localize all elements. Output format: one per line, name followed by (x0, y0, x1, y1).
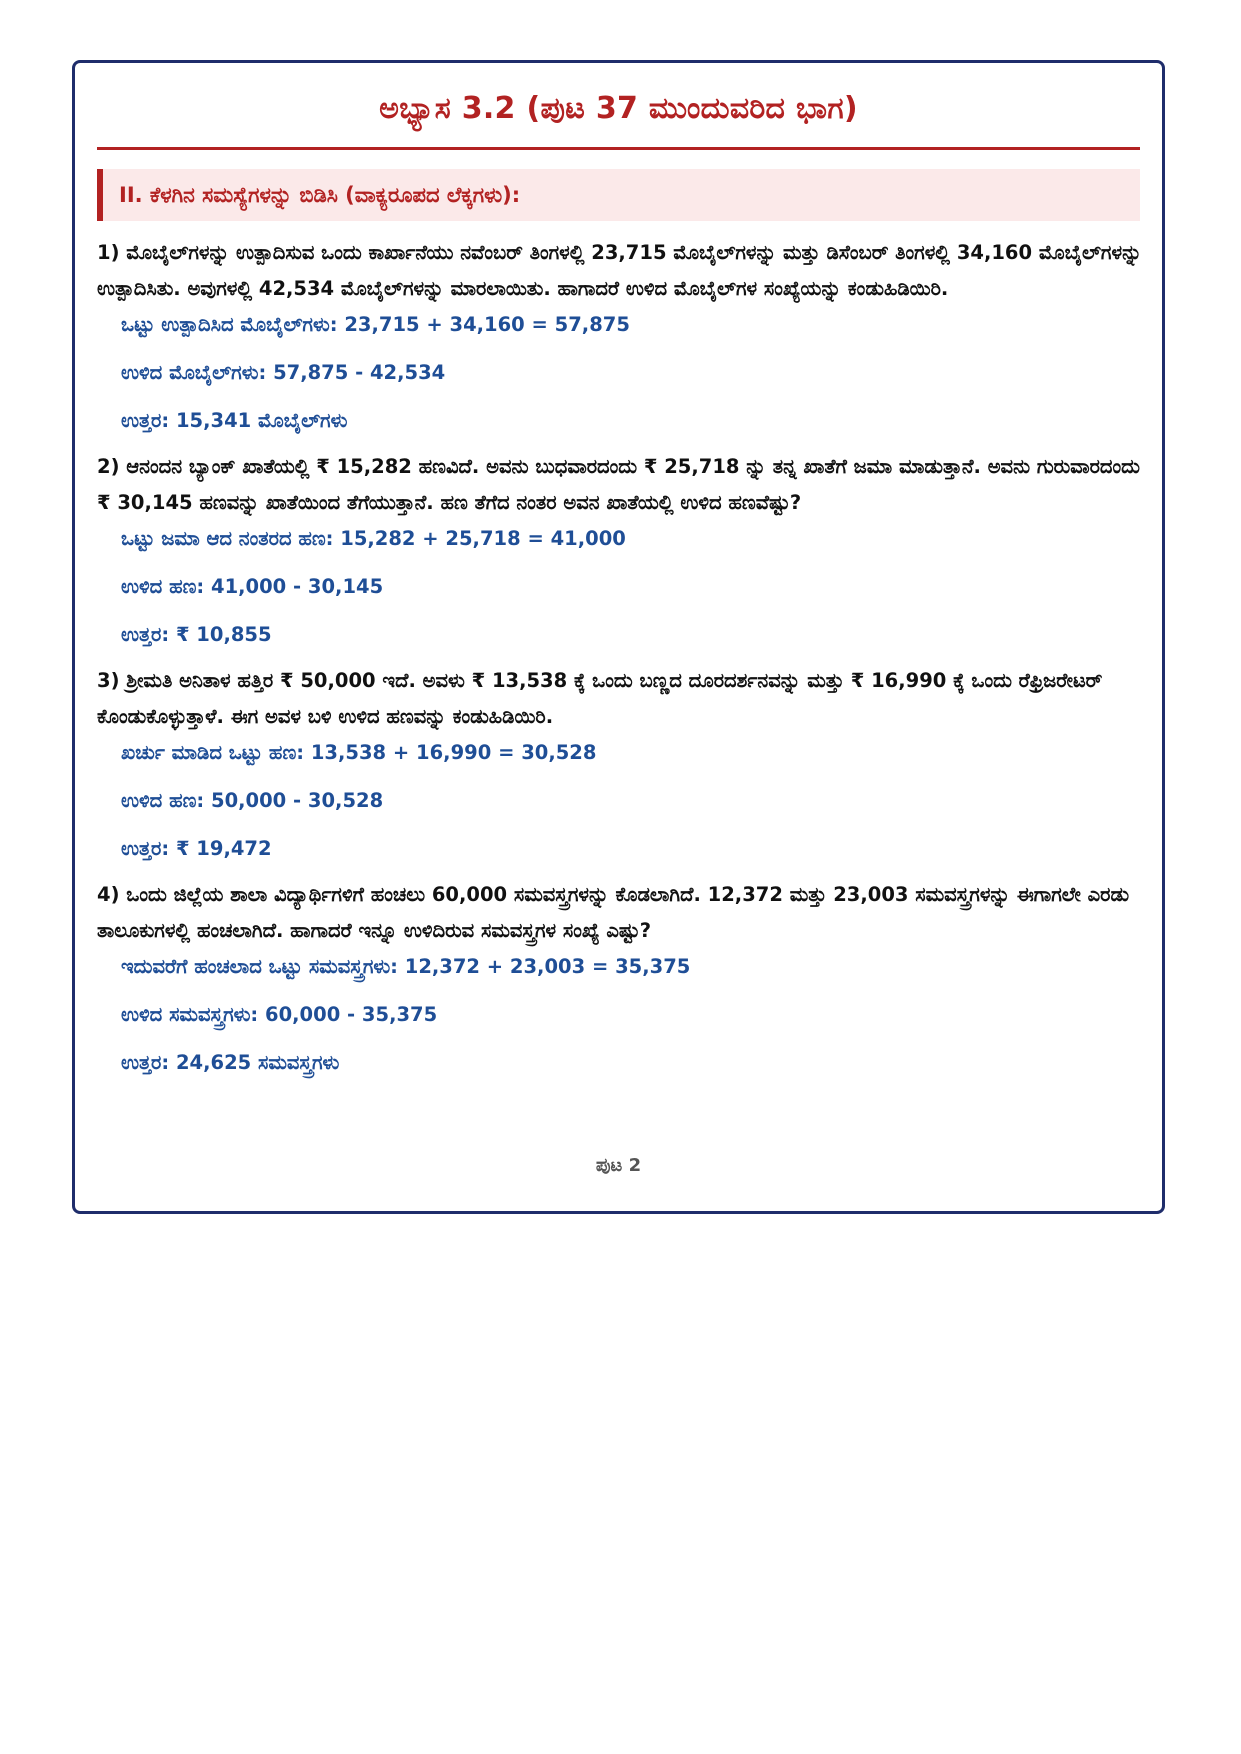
answer-step: ಒಟ್ಟು ಉತ್ಪಾದಿಸಿದ ಮೊಬೈಲ್‌ಗಳು: 23,715 + 34,160 = 57,875 (121, 313, 630, 336)
answer-step: ಉಳಿದ ಹಣ: 50,000 - 30,528 (121, 789, 384, 812)
page-title: ಅಭ್ಯಾಸ 3.2 (ಪುಟ 37 ಮುಂದುವರಿದ ಭಾಗ) (379, 91, 858, 126)
problem-question: 4) ಒಂದು ಜಿಲ್ಲೆಯ ಶಾಲಾ ವಿದ್ಯಾರ್ಥಿಗಳಿಗೆ ಹಂಚಲು 60,000 ಸಮವಸ್ತ್ರಗಳನ್ನು ಕೊಡಲಾಗಿದೆ. 12,372 ಮತ್ತು 23,003 ಸಮವಸ್ತ್ರಗಳನ್ನು ಈಗಾಗಲೇ ಎರಡು ತಾಲೂಕುಗಳಲ್ಲಿ ಹಂಚಲಾಗಿದೆ. ಹಾಗಾದರೆ ಇನ್ನೂ ಉಳಿದಿರುವ ಸಮವಸ್ತ್ರಗಳ ಸಂಖ್ಯೆ ಎಷ್ಟು? (97, 883, 1130, 942)
section-banner (97, 169, 1140, 221)
answer-steps (97, 307, 1148, 439)
problem-4 (97, 877, 1148, 1081)
final-answer: ಉತ್ತರ: ₹ 10,855 (121, 623, 272, 646)
answer-step: ಉಳಿದ ಹಣ: 41,000 - 30,145 (121, 575, 384, 598)
problem-question: 2) ಆನಂದನ ಬ್ಯಾಂಕ್ ಖಾತೆಯಲ್ಲಿ ₹ 15,282 ಹಣವಿದೆ. ಅವನು ಬುಧವಾರದಂದು ₹ 25,718 ನ್ನು ತನ್ನ ಖಾತೆಗೆ ಜಮಾ ಮಾಡುತ್ತಾನೆ. ಅವನು ಗುರುವಾರದಂದು ₹ 30,145 ಹಣವನ್ನು ಖಾತೆಯಿಂದ ತೆಗೆಯುತ್ತಾನೆ. ಹಣ ತೆಗೆದ ನಂತರ ಅವನ ಖಾತೆಯಲ್ಲಿ ಉಳಿದ ಹಣವೆಷ್ಟು? (97, 455, 1140, 514)
answer-step: ಉಳಿದ ಸಮವಸ್ತ್ರಗಳು: 60,000 - 35,375 (121, 1003, 438, 1026)
answer-step: ಖರ್ಚು ಮಾಡಿದ ಒಟ್ಟು ಹಣ: 13,538 + 16,990 = 30,528 (121, 741, 597, 764)
worksheet-frame (72, 60, 1165, 1214)
problem-1 (97, 235, 1148, 439)
problem-list (97, 235, 1148, 1093)
final-answer: ಉತ್ತರ: 24,625 ಸಮವಸ್ತ್ರಗಳು (121, 1051, 340, 1074)
answer-steps (97, 521, 1148, 653)
final-answer: ಉತ್ತರ: ₹ 19,472 (121, 837, 272, 860)
problem-3 (97, 663, 1148, 867)
answer-step: ಒಟ್ಟು ಜಮಾ ಆದ ನಂತರದ ಹಣ: 15,282 + 25,718 = 41,000 (121, 527, 626, 550)
answer-step: ಉಳಿದ ಮೊಬೈಲ್‌ಗಳು: 57,875 - 42,534 (121, 361, 446, 384)
answer-step: ಇದುವರೆಗೆ ಹಂಚಲಾದ ಒಟ್ಟು ಸಮವಸ್ತ್ರಗಳು: 12,372 + 23,003 = 35,375 (121, 955, 691, 978)
section-heading: II. ಕೆಳಗಿನ ಸಮಸ್ಯೆಗಳನ್ನು ಬಿಡಿಸಿ (ವಾಕ್ಯರೂಪದ ಲೆಕ್ಕಗಳು): (119, 182, 521, 207)
page-number: ಪುಟ 2 (595, 1155, 642, 1176)
title-divider (97, 147, 1140, 150)
final-answer: ಉತ್ತರ: 15,341 ಮೊಬೈಲ್‌ಗಳು (121, 409, 348, 432)
answer-steps (97, 949, 1148, 1081)
problem-question: 3) ಶ್ರೀಮತಿ ಅನಿತಾಳ ಹತ್ತಿರ ₹ 50,000 ಇದೆ. ಅವಳು ₹ 13,538 ಕ್ಕೆ ಒಂದು ಬಣ್ಣದ ದೂರದರ್ಶನವನ್ನು ಮತ್ತು ₹ 16,990 ಕ್ಕೆ ಒಂದು ರೆಫ್ರಿಜರೇಟರ್ ಕೊಂಡುಕೊಳ್ಳುತ್ತಾಳೆ. ಈಗ ಅವಳ ಬಳಿ ಉಳಿದ ಹಣವನ್ನು ಕಂಡುಹಿಡಿಯಿರಿ. (97, 669, 1103, 728)
problem-2 (97, 449, 1148, 653)
problem-question: 1) ಮೊಬೈಲ್‌ಗಳನ್ನು ಉತ್ಪಾದಿಸುವ ಒಂದು ಕಾರ್ಖಾನೆಯು ನವೆಂಬರ್ ತಿಂಗಳಲ್ಲಿ 23,715 ಮೊಬೈಲ್‌ಗಳನ್ನು ಮತ್ತು ಡಿಸೆಂಬರ್ ತಿಂಗಳಲ್ಲಿ 34,160 ಮೊಬೈಲ್‌ಗಳನ್ನು ಉತ್ಪಾದಿಸಿತು. ಅವುಗಳಲ್ಲಿ 42,534 ಮೊಬೈಲ್‌ಗಳನ್ನು ಮಾರಲಾಯಿತು. ಹಾಗಾದರೆ ಉಳಿದ ಮೊಬೈಲ್‌ಗಳ ಸಂಖ್ಯೆಯನ್ನು ಕಂಡುಹಿಡಿಯಿರಿ. (97, 241, 1142, 300)
answer-steps (97, 735, 1148, 867)
